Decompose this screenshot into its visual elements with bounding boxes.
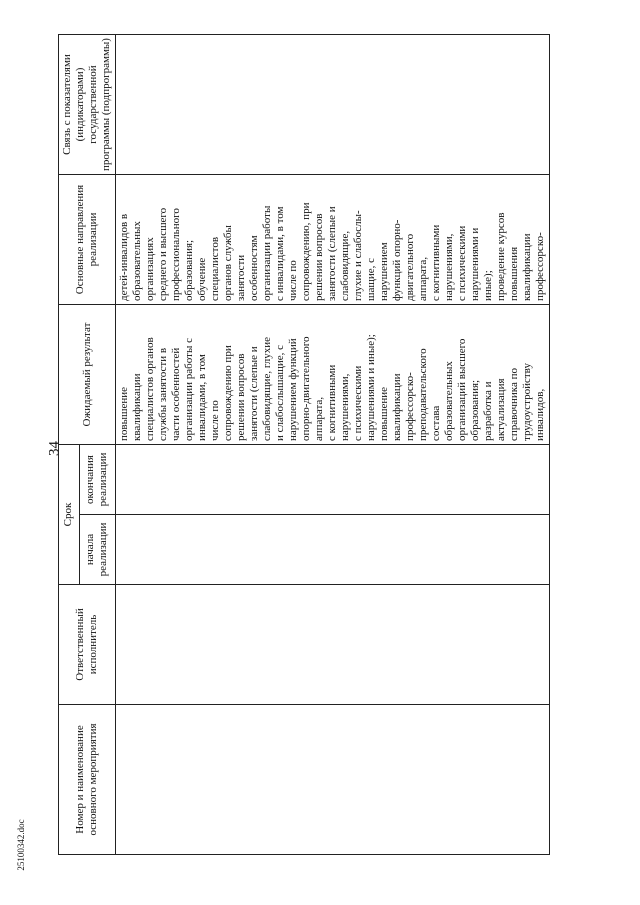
result-line: инвалидами, в том: [196, 354, 208, 441]
cell-link: [116, 35, 550, 175]
direction-line: глухие и слабослы-: [352, 210, 364, 301]
activities-table: [58, 34, 550, 855]
direction-line: образовательных: [131, 221, 143, 301]
result-line: аппарата,: [313, 396, 325, 441]
rotated-table-container: [58, 35, 618, 855]
cell-number-name: [116, 705, 550, 855]
result-line: и слабослышащие, с: [274, 345, 286, 441]
header-number-name: Номер и наименование основного мероприятия: [59, 705, 116, 855]
header-term-start: начала реализации: [79, 515, 115, 585]
direction-line: среднего и высшего: [157, 207, 169, 301]
result-line: трудоустройству: [521, 363, 533, 441]
direction-line: детей-инвалидов в: [118, 213, 130, 301]
header-directions: Основные направления реализации: [59, 175, 116, 305]
direction-line: с инвалидами, в том: [274, 206, 286, 301]
direction-line: решении вопросов: [313, 213, 325, 301]
direction-line: нарушениями и: [469, 227, 481, 301]
result-line: организации работы с: [183, 338, 195, 441]
result-line: квалификации: [391, 373, 403, 441]
direction-line: особенностям: [248, 235, 260, 301]
direction-line: образования;: [183, 239, 195, 301]
cell-term-start: [116, 515, 550, 585]
direction-line: сопровождению, при: [300, 202, 312, 301]
direction-line: с когнитивными: [430, 224, 442, 301]
cell-result: [116, 305, 550, 445]
cell-executor: [116, 585, 550, 705]
footer-filename: 25100342.doc: [16, 819, 26, 871]
result-line: квалификации: [131, 373, 143, 441]
header-link: Связь с показателями (индикаторами) государственной программы (подпрограммы): [59, 35, 116, 175]
direction-line: иные);: [482, 270, 494, 301]
direction-line: с психическими: [456, 225, 468, 301]
result-line: с когнитивными: [326, 364, 338, 441]
direction-line: проведение курсов: [495, 212, 507, 301]
direction-line: квалификации: [521, 233, 533, 301]
result-line: профессорско-: [404, 372, 416, 441]
header-result: Ожидаемый результат: [59, 305, 116, 445]
header-term: Срок: [59, 445, 80, 585]
cell-directions: [116, 175, 550, 305]
direction-line: занятости (слепые и: [326, 206, 338, 301]
result-line: справочника по: [508, 368, 520, 441]
result-line: сопровождению при: [222, 345, 234, 441]
direction-line: слабовидящие,: [339, 230, 351, 301]
direction-line: обучение: [196, 257, 208, 301]
result-line: повышение: [378, 387, 390, 441]
direction-line: специалистов: [209, 236, 221, 301]
result-line: нарушением функций: [287, 338, 299, 441]
result-line: числе по: [209, 400, 221, 441]
direction-line: занятости: [235, 254, 247, 301]
header-term-end: окончания реализации: [79, 445, 115, 515]
direction-line: функций опорно-: [391, 219, 403, 301]
direction-line: нарушениями,: [443, 233, 455, 301]
result-line: инвалидов,: [534, 388, 546, 441]
header-executor: Ответственный исполнитель: [59, 585, 116, 705]
direction-line: организациях: [144, 237, 156, 301]
direction-line: нарушением: [378, 242, 390, 301]
result-line: нарушениями,: [339, 373, 351, 441]
result-line: слабовидящие, глухие: [261, 336, 273, 441]
result-line: нарушениями и иные);: [365, 334, 377, 441]
result-line: разработка и: [482, 381, 494, 441]
result-line: службы занятости в: [157, 347, 169, 441]
result-line: опорно-двигательного: [300, 336, 312, 441]
result-line: занятости (слепые и: [248, 346, 260, 441]
page-number: 34: [46, 441, 63, 456]
direction-line: организации работы: [261, 205, 273, 301]
direction-line: профессорско-: [534, 232, 546, 301]
cell-term-end: [116, 445, 550, 515]
result-line: решении вопросов: [235, 353, 247, 441]
result-line: повышение: [118, 387, 130, 441]
result-line: с психическими: [352, 365, 364, 441]
result-line: образования;: [469, 379, 481, 441]
direction-line: числе по: [287, 260, 299, 301]
result-line: специалистов органов: [144, 337, 156, 441]
result-line: состава: [430, 405, 442, 441]
direction-line: повышения: [508, 246, 520, 301]
result-line: части особенностей: [170, 347, 182, 441]
direction-line: органов службы: [222, 225, 234, 301]
direction-line: двигательного: [404, 233, 416, 301]
result-line: актуализация: [495, 378, 507, 441]
result-line: образовательных: [443, 361, 455, 441]
result-line: преподавательского: [417, 348, 429, 441]
direction-line: шащие, с: [365, 258, 377, 301]
direction-line: аппарата,: [417, 256, 429, 301]
result-line: организаций высшего: [456, 338, 468, 441]
direction-line: профессионального: [170, 208, 182, 301]
